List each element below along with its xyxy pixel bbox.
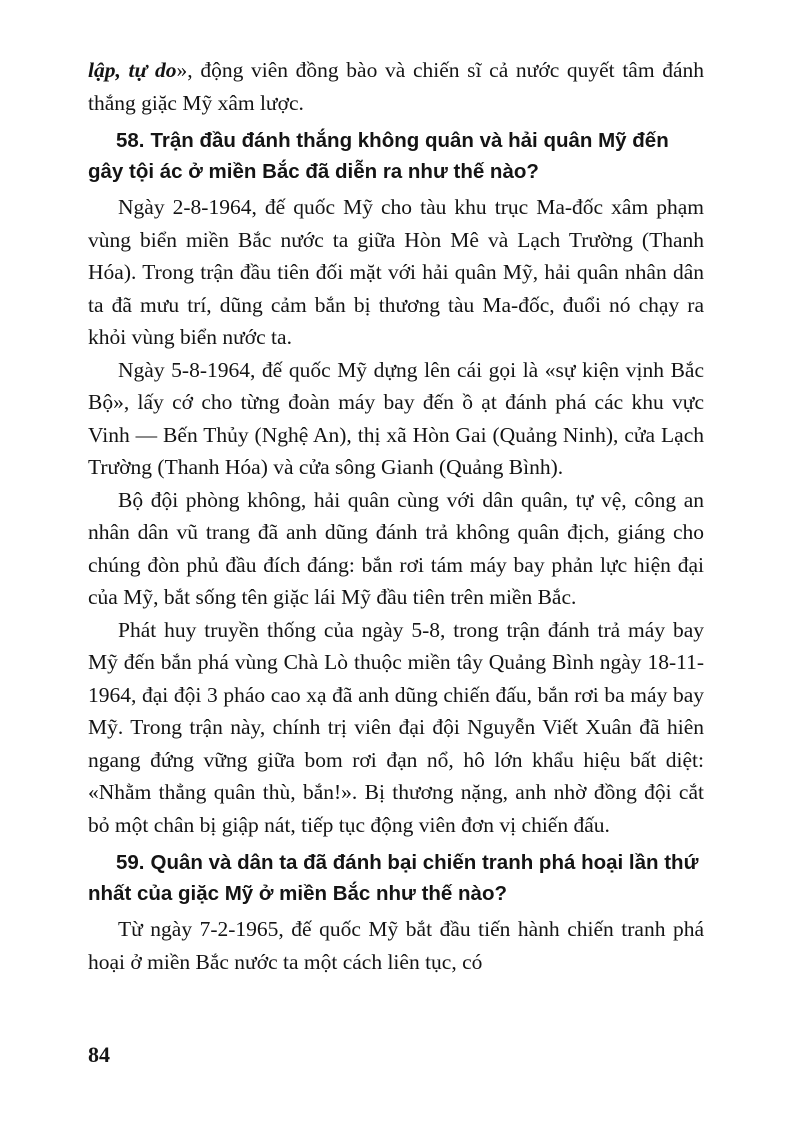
carry-over-rest: », động viên đồng bào và chiến sĩ cả nước quyết tâm đánh thắng giặc Mỹ xâm lược. <box>88 58 705 115</box>
question-58-title: Trận đầu đánh thắng không quân và hải quân Mỹ đến gây tội ác ở miền Bắc đã diễn ra như thế nào? <box>88 129 669 183</box>
question-59-title: Quân và dân ta đã đánh bại chiến tranh phá hoại lần thứ nhất của giặc Mỹ ở miền Bắc như thế nào? <box>88 851 699 905</box>
q58-paragraph-1: Ngày 2-8-1964, đế quốc Mỹ cho tàu khu trục Ma-đốc xâm phạm vùng biển miền Bắc nước ta giữa Hòn Mê và Lạch Trường (Thanh Hóa). Trong trận đầu tiên đối mặt với hải quân Mỹ, hải quân nhân dân ta đã mưu trí, dũng cảm bắn bị thương tàu Ma-đốc, đuổi nó chạy ra khỏi vùng biển nước ta. <box>88 195 704 349</box>
carry-over-italic: lập, tự do <box>88 58 177 82</box>
question-59-number: 59. <box>116 851 145 874</box>
q59-paragraph-1: Từ ngày 7-2-1965, đế quốc Mỹ bắt đầu tiến hành chiến tranh phá hoại ở miền Bắc nước ta một cách liên tục, có <box>88 917 704 974</box>
page-number: 84 <box>88 1042 110 1067</box>
q58-paragraph-4: Phát huy truyền thống của ngày 5-8, trong trận đánh trả máy bay Mỹ đến bắn phá vùng Chà Lò thuộc miền tây Quảng Bình ngày 18-11-1964, đại đội 3 pháo cao xạ đã anh dũng chiến đấu, bắn rơi ba máy bay Mỹ. Trong trận này, chính trị viên đại đội Nguyễn Viết Xuân đã hiên ngang đứng vững giữa bom rơi đạn nổ, hô lớn khẩu hiệu bất diệt: «Nhằm thẳng quân thù, bắn!». Bị thương nặng, anh nhờ đồng đội cắt bỏ một chân bị giập nát, tiếp tục động viên đơn vị chiến đấu. <box>88 617 704 837</box>
text-block <box>88 54 704 978</box>
q58-paragraph-3: Bộ đội phòng không, hải quân cùng với dân quân, tự vệ, công an nhân dân vũ trang đã anh dũng đánh trả không quân địch, giáng cho chúng đòn phủ đầu đích đáng: bắn rơi tám máy bay phản lực hiện đại của Mỹ, bắt sống tên giặc lái Mỹ đầu tiên trên miền Bắc. <box>88 487 704 609</box>
question-58-number: 58. <box>116 129 145 152</box>
question-59-heading <box>88 847 704 909</box>
question-58-heading <box>88 125 704 187</box>
q58-paragraph-2: Ngày 5-8-1964, đế quốc Mỹ dựng lên cái gọi là «sự kiện vịnh Bắc Bộ», lấy cớ cho từng đoàn máy bay đến ồ ạt đánh phá các khu vực Vinh — Bến Thủy (Nghệ An), thị xã Hòn Gai (Quảng Ninh), cửa Lạch Trường (Thanh Hóa) và cửa sông Gianh (Quảng Bình). <box>88 357 704 479</box>
carry-over-paragraph <box>88 54 704 119</box>
